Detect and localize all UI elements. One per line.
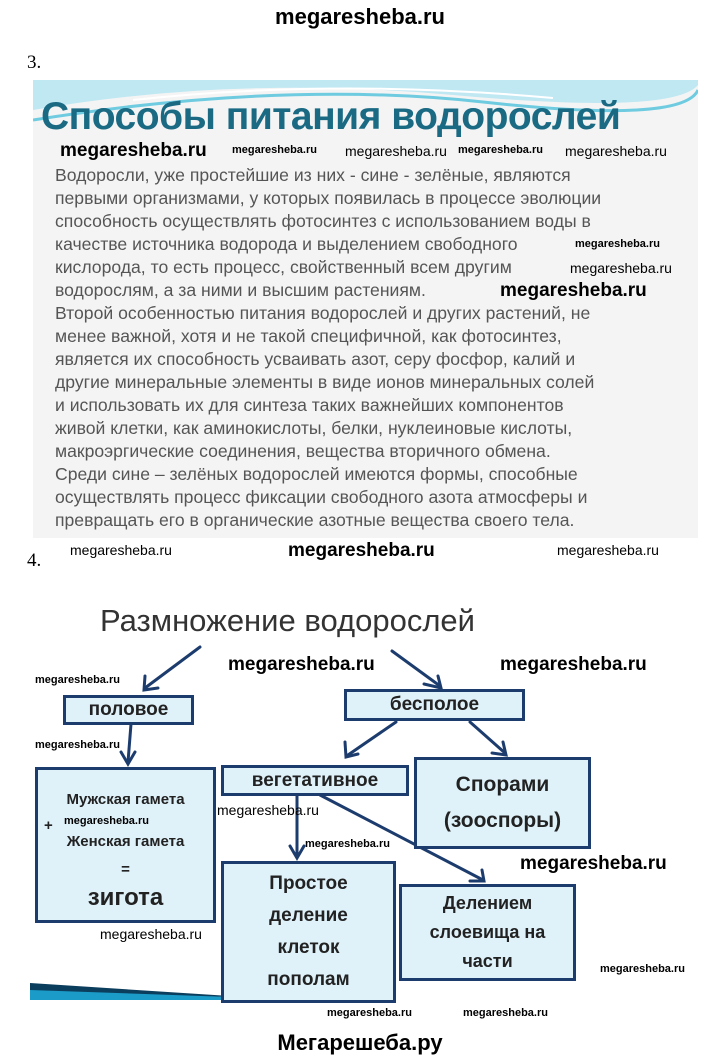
arrow-to-asexual <box>392 651 440 686</box>
watermark: megaresheba.ru <box>305 838 390 850</box>
box-vegetative <box>221 765 409 796</box>
watermark: megaresheba.ru <box>232 144 317 156</box>
watermark: megaresheba.ru <box>70 542 172 558</box>
box-label: половое <box>88 699 169 720</box>
watermark: megaresheba.ru <box>463 1007 548 1019</box>
equals-sign: = <box>121 861 130 878</box>
box-label: Простое <box>269 873 348 894</box>
box-sexual <box>63 695 194 725</box>
box-label: Делением <box>442 893 533 913</box>
box-asexual <box>344 689 525 721</box>
box-label: части <box>462 951 513 971</box>
box-label: бесполое <box>389 694 480 715</box>
box-label: клеток <box>277 937 340 958</box>
text-line: водорослям, а за ними и высшим растениям. <box>55 280 426 300</box>
site-header: megaresheba.ru <box>275 4 445 29</box>
text-line: другие минеральные элементы в виде ионов минеральных солей <box>55 372 595 392</box>
text-line: способность осуществлять фотосинтез с использованием воды в <box>55 211 591 231</box>
watermark: megaresheba.ru <box>60 140 207 161</box>
text-line: является их способность усваивать азот, серу фосфор, калий и <box>55 349 576 369</box>
watermark: megaresheba.ru <box>500 654 647 675</box>
text-line: и использовать их для синтеза таких важнейших компонентов <box>55 395 564 415</box>
text-line: Второй особенностью питания водорослей и других растений, не <box>55 303 591 323</box>
watermark: megaresheba.ru <box>500 280 647 301</box>
watermark: megaresheba.ru <box>35 739 120 751</box>
watermark: megaresheba.ru <box>345 143 447 159</box>
text-line: живой клетки, как аминокислоты, белки, нуклеиновые кислоты, <box>55 418 573 438</box>
text-line: превращать его в органические азотные вещества своего тела. <box>55 510 575 530</box>
arrow-to-gametes <box>128 724 131 762</box>
text-line: первыми организмами, у которых появилась в процессе эволюции <box>55 188 602 208</box>
box-label: пополам <box>267 969 350 990</box>
watermark: megaresheba.ru <box>565 143 667 159</box>
text-line: Водоросли, уже простейшие из них - сине - зелёные, являются <box>55 165 571 185</box>
watermark: megaresheba.ru <box>600 963 685 975</box>
watermark: megaresheba.ru <box>458 144 543 156</box>
box-thallus-division <box>399 884 576 981</box>
box-label: Спорами <box>455 773 550 796</box>
text-line: осуществлять процесс фиксации свободного азота атмосферы и <box>55 487 588 507</box>
arrow-to-sexual <box>145 647 200 688</box>
box-gametes <box>35 767 216 923</box>
site-footer: Мегарешеба.ру <box>277 1030 443 1055</box>
slide-title: Способы питания водорослей <box>41 95 621 138</box>
box-label: (зооспоры) <box>443 809 562 832</box>
watermark: megaresheba.ru <box>288 540 435 561</box>
arrow-to-vegetative <box>348 722 396 755</box>
watermark: megaresheba.ru <box>327 1007 412 1019</box>
watermark: megaresheba.ru <box>228 654 375 675</box>
watermark: megaresheba.ru <box>575 238 660 250</box>
box-spores <box>414 757 591 849</box>
watermark: megaresheba.ru <box>35 674 120 686</box>
plus-sign: + <box>44 817 53 834</box>
box-simple-division <box>221 861 396 1003</box>
box-label: деление <box>269 905 348 926</box>
text-line: менее важной, хотя и не такой специфичной, как фотосинтез, <box>55 326 562 346</box>
female-gamete: Женская гамета <box>66 833 185 850</box>
box-label: слоевища на <box>429 922 546 942</box>
male-gamete: Мужская гамета <box>66 791 185 808</box>
watermark: megaresheba.ru <box>64 815 149 827</box>
text-line: качестве источника водорода и выделением свободного <box>55 234 518 254</box>
watermark: megaresheba.ru <box>570 260 672 276</box>
zygote: зигота <box>87 884 164 911</box>
text-line: кислорода, то есть процесс, свойственный всем другим <box>55 257 512 277</box>
watermark: megaresheba.ru <box>100 926 202 942</box>
text-line: макроэргические соединения, вещества вторичного обмена. <box>55 441 551 461</box>
text-line: Среди сине – зелёных водорослей имеются формы, способные <box>55 464 578 484</box>
task-number-3: 3. <box>27 52 42 73</box>
arrow-to-spores <box>470 722 505 753</box>
box-label: вегетативное <box>251 769 379 791</box>
diagram-title: Размножение водорослей <box>100 603 475 638</box>
watermark: megaresheba.ru <box>520 853 667 874</box>
watermark: megaresheba.ru <box>557 542 659 558</box>
task-number-4: 4. <box>27 550 42 571</box>
watermark: megaresheba.ru <box>217 802 319 818</box>
